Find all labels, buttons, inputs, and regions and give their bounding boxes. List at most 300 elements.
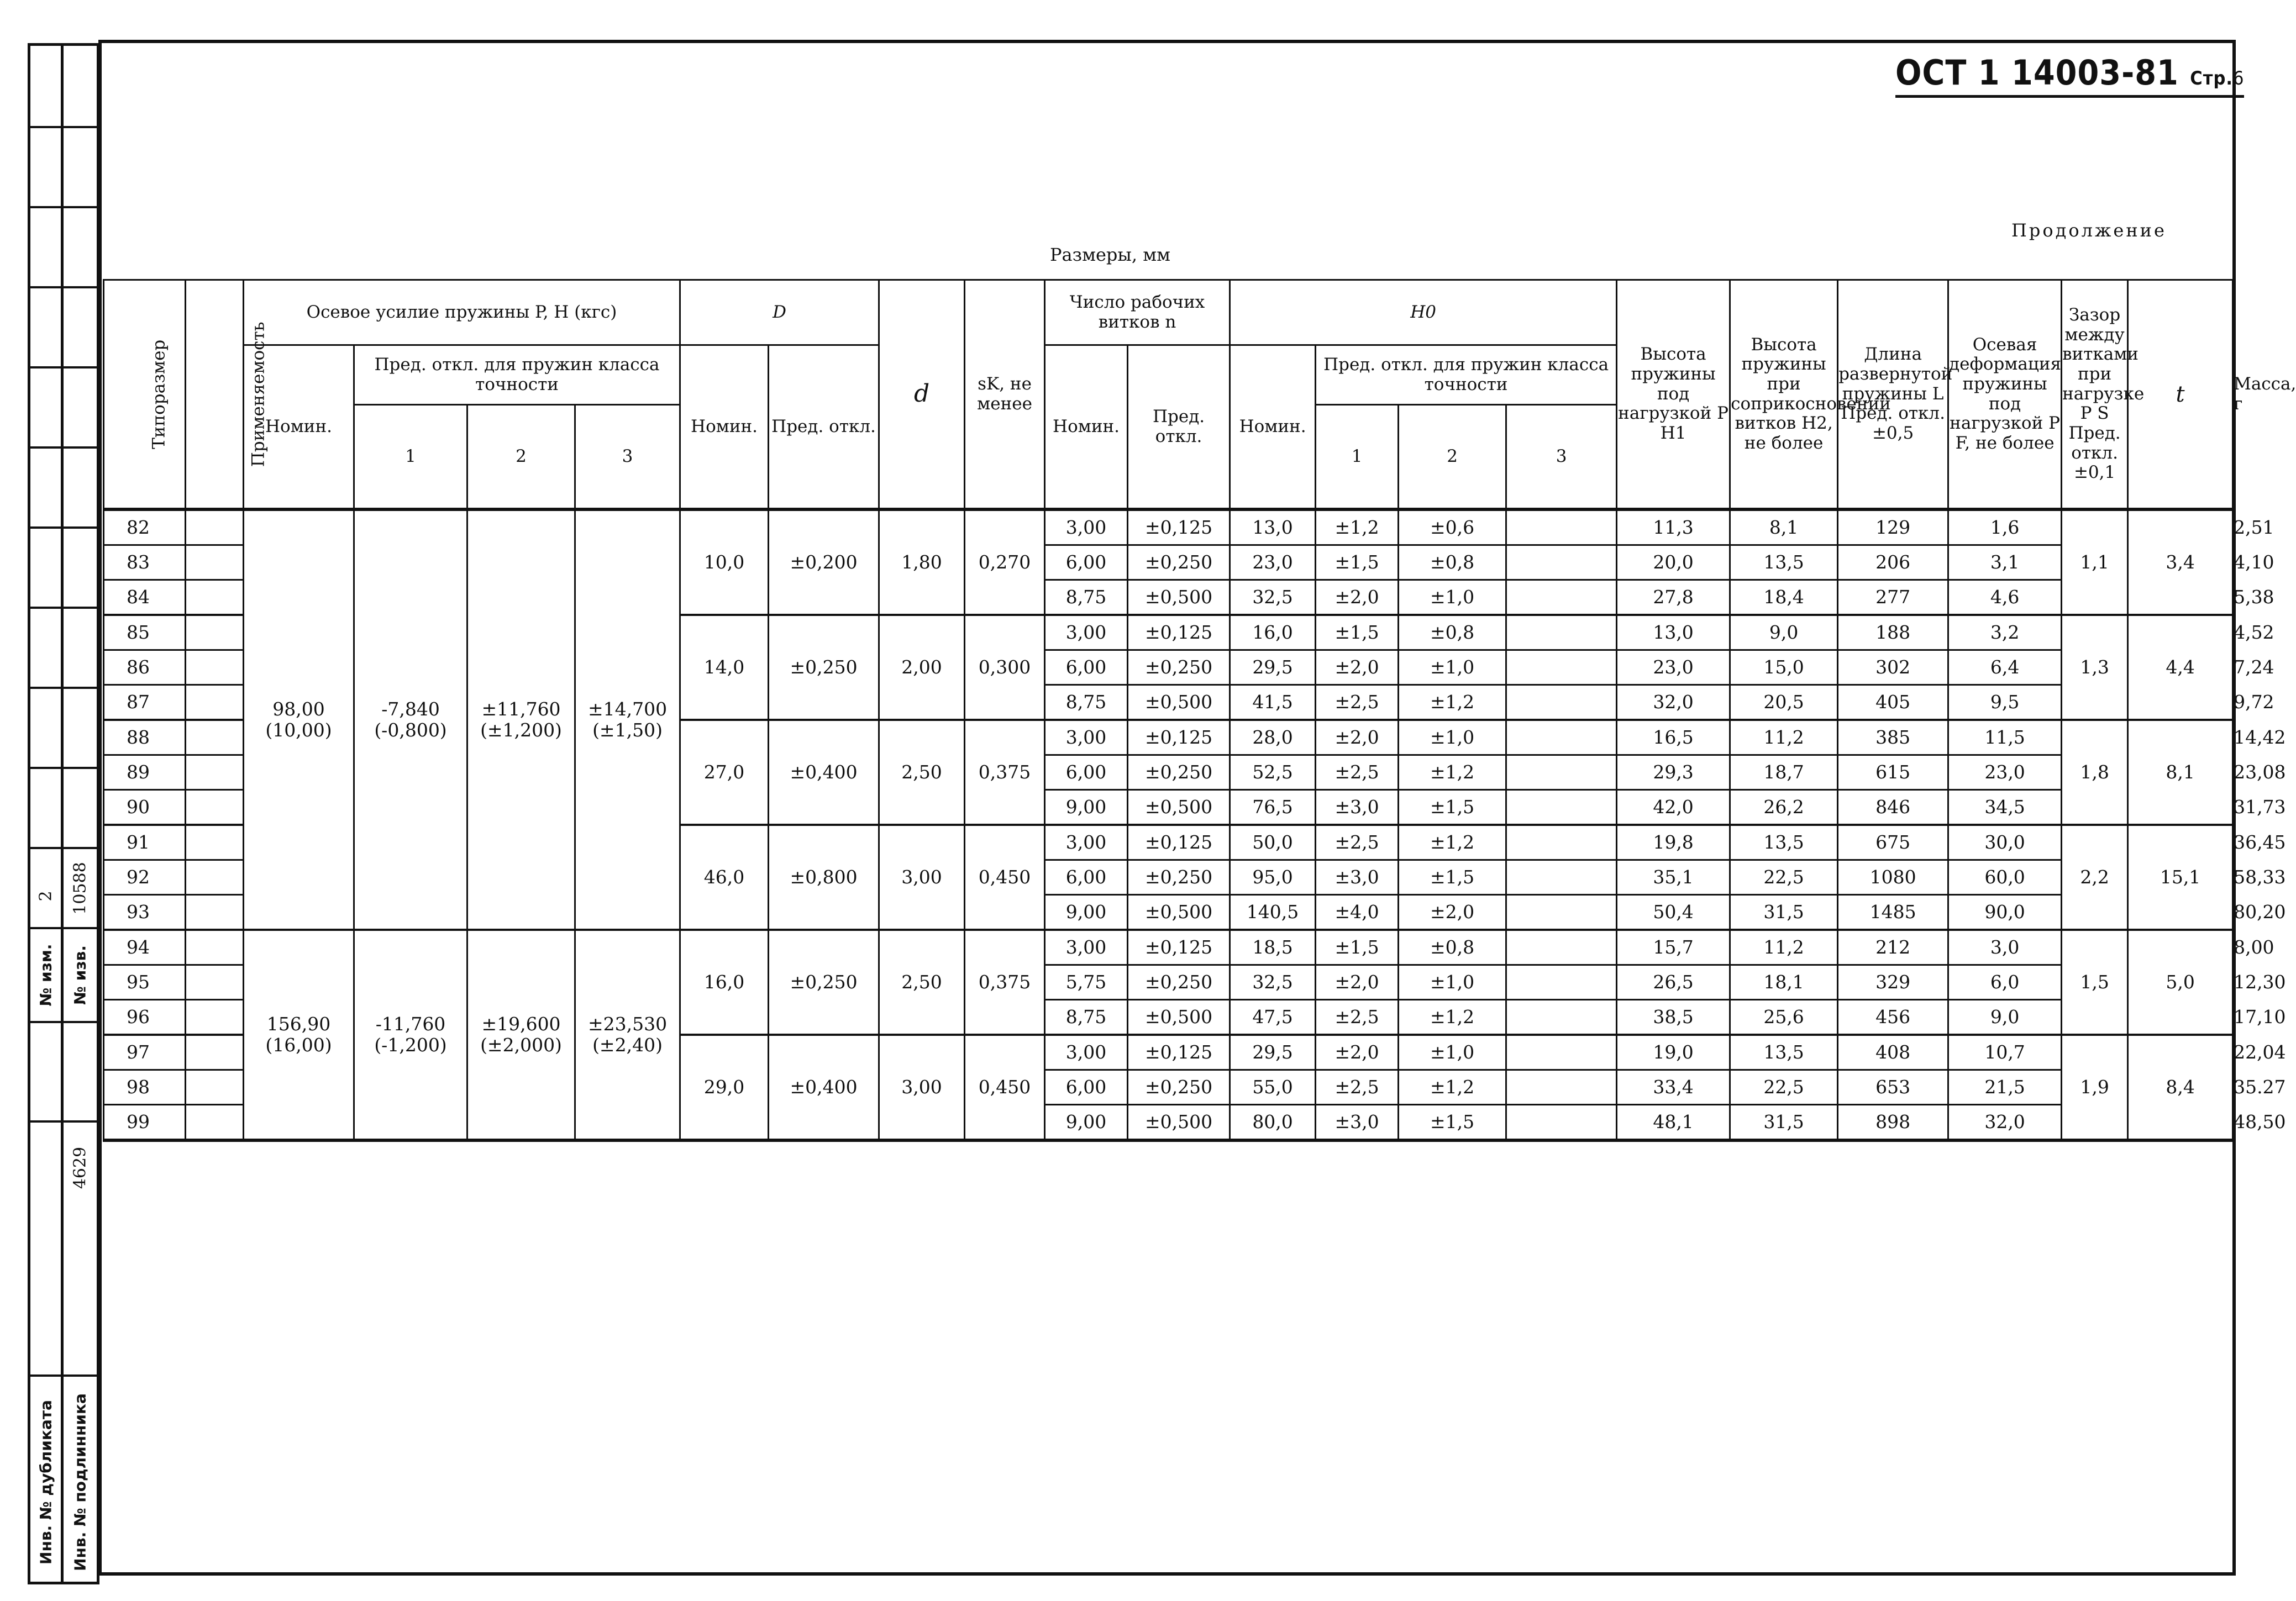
col-force-nom: Номин. — [244, 345, 354, 510]
table-cell: 20,0 — [1617, 545, 1730, 580]
original-label: Инв. № подлинника — [71, 1393, 90, 1571]
original-number: 4629 — [70, 1146, 90, 1189]
table-cell: 48,1 — [1617, 1105, 1730, 1141]
force-value-kgf: (16,00) — [265, 1034, 332, 1056]
stub-column-outer — [28, 43, 61, 1584]
table-cell: ±0,800 — [769, 825, 879, 930]
table-cell — [575, 509, 680, 930]
table-cell: 33,4 — [1617, 1070, 1730, 1105]
table-cell: ±0,200 — [769, 509, 879, 615]
table-cell: 32,5 — [1230, 965, 1316, 1000]
stub-column-inner — [61, 43, 99, 1584]
table-cell: 97 — [104, 1035, 186, 1070]
table-cell: ±3,0 — [1316, 790, 1399, 825]
table-cell: ±1,2 — [1399, 755, 1506, 790]
document-code — [1895, 52, 2244, 98]
table-cell — [186, 1070, 244, 1105]
force-value-kgf: (-1,200) — [374, 1034, 447, 1056]
table-cell — [186, 545, 244, 580]
col-t: t — [2128, 280, 2233, 510]
table-cell: ±1,0 — [1399, 1035, 1506, 1070]
table-cell: 13,0 — [1230, 509, 1316, 545]
table-cell: 23,0 — [1948, 755, 2062, 790]
table-cell: 3,2 — [1948, 615, 2062, 650]
table-cell: 456 — [1838, 1000, 1948, 1035]
table-cell — [186, 615, 244, 650]
table-cell: 846 — [1838, 790, 1948, 825]
table-cell: 94 — [104, 930, 186, 965]
table-cell: 206 — [1838, 545, 1948, 580]
table-cell: 87 — [104, 685, 186, 720]
table-cell: ±0,8 — [1399, 615, 1506, 650]
col-force-cls3: 3 — [575, 405, 680, 510]
table-cell — [186, 580, 244, 615]
table-cell: ±1,5 — [1316, 615, 1399, 650]
table-cell: 6,00 — [1045, 1070, 1128, 1105]
table-cell: 55,0 — [1230, 1070, 1316, 1105]
table-row: 94 156,90 (16,00) -11,760 (-1,200) ±19,600 (±2,000) ±23,530 (±2,40) 16,0 ±0,250 2,50 0,375 3,00 ±0,125 18,5 ±1,5 ±0,8 15,7 11,2 212 3,0 1,5 5,0 8,00 — [104, 930, 2233, 965]
force-value-kgf: (±2,000) — [480, 1034, 562, 1056]
force-value-kgf: (±1,50) — [592, 719, 663, 741]
table-cell: ±2,0 — [1316, 1035, 1399, 1070]
col-D-nom: Номин. — [680, 345, 769, 510]
col-H0-cls1: 1 — [1316, 405, 1399, 510]
table-cell — [1506, 685, 1617, 720]
table-cell: ±0,400 — [769, 1035, 879, 1140]
table-cell: 0,450 — [965, 1035, 1045, 1140]
table-cell: 13,5 — [1730, 825, 1838, 860]
table-cell: 675 — [1838, 825, 1948, 860]
col-F: Осевая деформация пружины под нагрузкой P F, не более — [1948, 280, 2062, 510]
table-cell: 91 — [104, 825, 186, 860]
table-cell: 8,1 — [1730, 509, 1838, 545]
table-cell: 1,9 — [2062, 1035, 2128, 1140]
table-cell: ±0,125 — [1128, 509, 1230, 545]
table-cell: 76,5 — [1230, 790, 1316, 825]
table-cell: ±0,125 — [1128, 930, 1230, 965]
table-cell: 13,5 — [1730, 545, 1838, 580]
col-D: D — [680, 280, 879, 345]
table-cell: ±1,2 — [1399, 1070, 1506, 1105]
table-cell: 26,5 — [1617, 965, 1730, 1000]
table-cell: 10,7 — [1948, 1035, 2062, 1070]
table-cell: ±1,5 — [1399, 860, 1506, 895]
table-cell: ±1,5 — [1316, 545, 1399, 580]
table-cell: 84 — [104, 580, 186, 615]
table-cell: 2,50 — [879, 930, 965, 1035]
table-cell — [186, 1000, 244, 1035]
table-cell — [1506, 755, 1617, 790]
table-cell: 96 — [104, 1000, 186, 1035]
table-cell: 0,300 — [965, 615, 1045, 720]
table-row: 91 46,0 ±0,800 3,00 0,450 3,00 ±0,125 50,0 ±2,5 ±1,2 19,8 13,5 675 30,0 2,2 15,1 36,45 — [104, 825, 2233, 860]
table-cell: 3,4 — [2128, 509, 2233, 615]
force-value: ±23,530 — [587, 1013, 668, 1035]
table-cell: 8,75 — [1045, 580, 1128, 615]
table-cell: 1,3 — [2062, 615, 2128, 720]
table-row: 93 9,00 ±0,500 140,5 ±4,0 ±2,0 50,4 31,5 1485 90,0 80,20 — [104, 895, 2233, 930]
table-row: 86 6,00 ±0,250 29,5 ±2,0 ±1,0 23,0 15,0 302 6,4 7,24 — [104, 650, 2233, 685]
table-cell: 15,7 — [1617, 930, 1730, 965]
table-cell — [1506, 615, 1617, 650]
force-value: 156,90 — [266, 1013, 331, 1035]
table-cell: 89 — [104, 755, 186, 790]
table-cell: ±1,5 — [1399, 790, 1506, 825]
table-cell — [1506, 580, 1617, 615]
table-cell: 3,00 — [879, 825, 965, 930]
table-cell: ±0,250 — [1128, 545, 1230, 580]
col-sk: sK, не менее — [965, 280, 1045, 510]
table-cell — [186, 860, 244, 895]
table-cell — [1506, 825, 1617, 860]
col-type: Типоразмер — [104, 280, 186, 510]
table-cell: ±0,250 — [1128, 860, 1230, 895]
table-cell: 1,80 — [879, 509, 965, 615]
table-cell: 13,5 — [1730, 1035, 1838, 1070]
table-cell — [186, 790, 244, 825]
table-cell: ±0,125 — [1128, 1035, 1230, 1070]
table-cell — [186, 509, 244, 545]
table-cell: 18,1 — [1730, 965, 1838, 1000]
duplicate-label: Инв. № дубликата — [36, 1399, 55, 1565]
table-cell: 41,5 — [1230, 685, 1316, 720]
table-cell: 34,5 — [1948, 790, 2062, 825]
table-cell: 408 — [1838, 1035, 1948, 1070]
table-cell: 60,0 — [1948, 860, 2062, 895]
table-row: 84 8,75 ±0,500 32,5 ±2,0 ±1,0 27,8 18,4 277 4,6 5,38 — [104, 580, 2233, 615]
table-cell: ±2,0 — [1399, 895, 1506, 930]
table-row: 97 29,0 ±0,400 3,00 0,450 3,00 ±0,125 29,5 ±2,0 ±1,0 19,0 13,5 408 10,7 1,9 8,4 22,04 — [104, 1035, 2233, 1070]
table-cell: 32,0 — [1617, 685, 1730, 720]
table-cell: ±1,0 — [1399, 720, 1506, 755]
table-body — [104, 509, 2286, 1140]
table-cell — [1506, 895, 1617, 930]
table-cell: 129 — [1838, 509, 1948, 545]
table-cell: 30,0 — [1948, 825, 2062, 860]
table-cell: 16,0 — [680, 930, 769, 1035]
table-cell: 20,5 — [1730, 685, 1838, 720]
table-cell: 0,375 — [965, 930, 1045, 1035]
table-cell: 3,00 — [879, 1035, 965, 1140]
table-cell: ±2,5 — [1316, 755, 1399, 790]
table-cell: 50,0 — [1230, 825, 1316, 860]
force-value-kgf: (±1,200) — [480, 719, 562, 741]
table-cell: ±1,2 — [1316, 509, 1399, 545]
table-cell: 50,4 — [1617, 895, 1730, 930]
table-cell: 11,3 — [1617, 509, 1730, 545]
table-cell: 18,7 — [1730, 755, 1838, 790]
table-cell: 29,3 — [1617, 755, 1730, 790]
table-cell: 9,5 — [1948, 685, 2062, 720]
col-H0-cls3: 3 — [1506, 405, 1617, 510]
table-cell: 3,00 — [1045, 1035, 1128, 1070]
table-cell: 52,5 — [1230, 755, 1316, 790]
table-cell: 1,5 — [2062, 930, 2128, 1035]
table-cell: ±0,500 — [1128, 790, 1230, 825]
table-cell: ±0,400 — [769, 720, 879, 825]
table-cell: 32,0 — [1948, 1105, 2062, 1141]
col-d: d — [879, 280, 965, 510]
table-cell: 6,00 — [1045, 755, 1128, 790]
table-cell — [1506, 545, 1617, 580]
table-cell — [467, 509, 575, 930]
table-cell: 4,6 — [1948, 580, 2062, 615]
table-cell: 28,0 — [1230, 720, 1316, 755]
table-cell: 405 — [1838, 685, 1948, 720]
table-row: 92 6,00 ±0,250 95,0 ±3,0 ±1,5 35,1 22,5 1080 60,0 58,33 — [104, 860, 2233, 895]
table-cell: ±0,500 — [1128, 685, 1230, 720]
table-cell: 27,8 — [1617, 580, 1730, 615]
col-H0-nom: Номин. — [1230, 345, 1316, 510]
table-cell: 1,1 — [2062, 509, 2128, 615]
force-value-kgf: (±2,40) — [592, 1034, 663, 1056]
table-cell: ±0,6 — [1399, 509, 1506, 545]
table-cell: 83 — [104, 545, 186, 580]
table-cell: ±3,0 — [1316, 1105, 1399, 1141]
table-cell: ±0,8 — [1399, 930, 1506, 965]
table-cell: 3,0 — [1948, 930, 2062, 965]
table-cell: 80,0 — [1230, 1105, 1316, 1141]
table-cell: ±0,500 — [1128, 1105, 1230, 1141]
table-cell: 86 — [104, 650, 186, 685]
table-cell: 3,00 — [1045, 720, 1128, 755]
table-cell: 88 — [104, 720, 186, 755]
table-cell: ±1,0 — [1399, 965, 1506, 1000]
table-cell — [186, 650, 244, 685]
table-cell: 85 — [104, 615, 186, 650]
table-cell: 302 — [1838, 650, 1948, 685]
table-cell: 27,0 — [680, 720, 769, 825]
table-cell — [186, 720, 244, 755]
table-cell: 32,5 — [1230, 580, 1316, 615]
table-cell: 9,00 — [1045, 895, 1128, 930]
table-cell: 6,4 — [1948, 650, 2062, 685]
col-force: Осевое усилие пружины P, Н (кгс) — [244, 280, 680, 345]
table-cell: 16,5 — [1617, 720, 1730, 755]
table-cell: 8,4 — [2128, 1035, 2233, 1140]
table-cell — [186, 1105, 244, 1141]
table-row: 83 6,00 ±0,250 23,0 ±1,5 ±0,8 20,0 13,5 206 3,1 4,10 — [104, 545, 2233, 580]
table-cell: ±2,0 — [1316, 580, 1399, 615]
table-cell: 3,00 — [1045, 509, 1128, 545]
col-L: Длина развернутой пружины L Пред. откл. ±0,5 — [1838, 280, 1948, 510]
page-number: 6 — [2232, 67, 2245, 89]
table-cell — [354, 930, 467, 1140]
col-n: Число рабочих витков n — [1045, 280, 1230, 345]
table-cell: ±2,0 — [1316, 720, 1399, 755]
table-cell: 23,0 — [1230, 545, 1316, 580]
force-value: ±14,700 — [587, 698, 668, 720]
table-cell: ±1,2 — [1399, 685, 1506, 720]
table-cell: 3,00 — [1045, 930, 1128, 965]
table-cell: 8,1 — [2128, 720, 2233, 825]
table-row: 85 14,0 ±0,250 2,00 0,300 3,00 ±0,125 16,0 ±1,5 ±0,8 13,0 9,0 188 3,2 1,3 4,4 4,52 — [104, 615, 2233, 650]
change-number: 2 — [36, 891, 55, 902]
col-H2: Высота пружины при соприкосновении витков H2, не более — [1730, 280, 1838, 510]
table-cell: 898 — [1838, 1105, 1948, 1141]
change-doc-number: 10588 — [70, 861, 90, 915]
col-n-dev: Пред. откл. — [1128, 345, 1230, 510]
table-cell: 19,0 — [1617, 1035, 1730, 1070]
table-cell: 19,8 — [1617, 825, 1730, 860]
table-cell: 82 — [104, 509, 186, 545]
table-cell — [244, 509, 354, 930]
table-cell — [244, 930, 354, 1140]
table-cell: 385 — [1838, 720, 1948, 755]
table-cell: 18,5 — [1230, 930, 1316, 965]
table-cell — [186, 965, 244, 1000]
table-cell — [186, 755, 244, 790]
table-cell: 277 — [1838, 580, 1948, 615]
table-cell: 31,5 — [1730, 1105, 1838, 1141]
col-S: Зазор между витками при нагрузке P S Пред. откл. ±0,1 — [2062, 280, 2128, 510]
table-cell: ±2,5 — [1316, 825, 1399, 860]
table-row: 90 9,00 ±0,500 76,5 ±3,0 ±1,5 42,0 26,2 846 34,5 31,73 — [104, 790, 2233, 825]
table-cell: ±1,0 — [1399, 650, 1506, 685]
table-cell: 3,00 — [1045, 615, 1128, 650]
table-cell: ±0,125 — [1128, 615, 1230, 650]
table-cell: 3,00 — [1045, 825, 1128, 860]
table-cell: 92 — [104, 860, 186, 895]
col-n-nom: Номин. — [1045, 345, 1128, 510]
table-cell: ±1,5 — [1316, 930, 1399, 965]
table-cell: 15,1 — [2128, 825, 2233, 930]
document-number: ОСТ 1 14003-81 — [1895, 52, 2179, 93]
table-cell: ±4,0 — [1316, 895, 1399, 930]
force-value: -7,840 — [381, 698, 440, 720]
page-label: Стр. — [2190, 67, 2233, 89]
force-value: -11,760 — [375, 1013, 446, 1035]
table-cell: ±0,250 — [1128, 965, 1230, 1000]
table-cell: 15,0 — [1730, 650, 1838, 685]
table-cell: 0,270 — [965, 509, 1045, 615]
table-cell — [186, 825, 244, 860]
table-cell: 13,0 — [1617, 615, 1730, 650]
table-cell — [1506, 860, 1617, 895]
table-cell: ±0,250 — [1128, 1070, 1230, 1105]
table-row: 98 6,00 ±0,250 55,0 ±2,5 ±1,2 33,4 22,5 653 21,5 35.27 — [104, 1070, 2233, 1105]
table-cell — [186, 930, 244, 965]
table-cell: 29,5 — [1230, 1035, 1316, 1070]
table-cell: 16,0 — [1230, 615, 1316, 650]
table-cell — [1506, 1070, 1617, 1105]
col-force-dev: Пред. откл. для пружин класса точности — [354, 345, 680, 405]
table-cell: 4,4 — [2128, 615, 2233, 720]
table-cell: ±3,0 — [1316, 860, 1399, 895]
table-cell: ±1,5 — [1399, 1105, 1506, 1141]
table-cell: 98 — [104, 1070, 186, 1105]
col-H1: Высота пружины под нагрузкой P H1 — [1617, 280, 1730, 510]
col-H0: H0 — [1230, 280, 1617, 345]
table-cell — [186, 895, 244, 930]
table-cell: 6,00 — [1045, 545, 1128, 580]
table-cell: 8,75 — [1045, 685, 1128, 720]
table-row: 99 9,00 ±0,500 80,0 ±3,0 ±1,5 48,1 31,5 898 32,0 48,50 — [104, 1105, 2233, 1141]
table-cell — [575, 930, 680, 1140]
table-cell: ±2,0 — [1316, 650, 1399, 685]
table-cell — [1506, 720, 1617, 755]
table-cell — [467, 930, 575, 1140]
table-cell — [1506, 650, 1617, 685]
table-cell: 29,0 — [680, 1035, 769, 1140]
table-cell: ±0,250 — [1128, 755, 1230, 790]
table-cell: ±0,125 — [1128, 720, 1230, 755]
table-cell: 6,0 — [1948, 965, 2062, 1000]
table-cell: 615 — [1838, 755, 1948, 790]
table-cell: 0,375 — [965, 720, 1045, 825]
table-cell — [1506, 790, 1617, 825]
table-cell: 11,5 — [1948, 720, 2062, 755]
table-cell — [1506, 965, 1617, 1000]
table-cell: 9,00 — [1045, 1105, 1128, 1141]
table-cell: 38,5 — [1617, 1000, 1730, 1035]
force-value-kgf: (-0,800) — [374, 719, 447, 741]
table-cell: 99 — [104, 1105, 186, 1141]
table-row: 89 6,00 ±0,250 52,5 ±2,5 ±1,2 29,3 18,7 615 23,0 23,08 — [104, 755, 2233, 790]
table-cell — [186, 1035, 244, 1070]
force-value: ±11,760 — [481, 698, 561, 720]
table-cell: 1,6 — [1948, 509, 2062, 545]
table-cell: 21,5 — [1948, 1070, 2062, 1105]
table-cell: ±1,2 — [1399, 825, 1506, 860]
table-cell: 46,0 — [680, 825, 769, 930]
table-cell: ±2,5 — [1316, 1070, 1399, 1105]
table-cell: 9,0 — [1948, 1000, 2062, 1035]
table-cell: 25,6 — [1730, 1000, 1838, 1035]
table-cell — [1506, 509, 1617, 545]
table-cell: 212 — [1838, 930, 1948, 965]
table-cell: ±0,125 — [1128, 825, 1230, 860]
table-row: 95 5,75 ±0,250 32,5 ±2,0 ±1,0 26,5 18,1 329 6,0 12,30 — [104, 965, 2233, 1000]
col-force-cls2: 2 — [467, 405, 575, 510]
table-cell: 47,5 — [1230, 1000, 1316, 1035]
table-row: 88 27,0 ±0,400 2,50 0,375 3,00 ±0,125 28,0 ±2,0 ±1,0 16,5 11,2 385 11,5 1,8 8,1 14,42 — [104, 720, 2233, 755]
col-force-cls1: 1 — [354, 405, 467, 510]
table-cell — [186, 685, 244, 720]
force-value: ±19,600 — [481, 1013, 561, 1035]
table-cell: 329 — [1838, 965, 1948, 1000]
table-cell: 6,00 — [1045, 650, 1128, 685]
table-cell: 95 — [104, 965, 186, 1000]
table-cell: 9,0 — [1730, 615, 1838, 650]
table-cell: 188 — [1838, 615, 1948, 650]
spring-spec-table: Типоразмер Применяемость Осевое усилие пружины P, Н (кгс) D d sK, не менее Число рабочих витков n H0 Высота пружины под нагрузкой P H1 Высота пружины при соприкосновении витков H2, не более Длина развернутой пружины L Пред. откл. ±0,5 Осевая деформация пружины под нагрузкой P F, не более Зазор между витками при нагрузке P S Пред. откл. ±0,1 t Масса, г Номин. Пред. откл. для пружин класса точности Номин. Пред. откл. Номин. Пред. откл. Номин. Пред. откл. для пружин класса точности 1 2 3 1 2 3 82 98,00 (10,00) -7,840 (-0,800) ±11,760 (±1,200) ±14,700 (±1,50) 10,0 ±0,200 1,80 0,270 3,00 ±0,125 13,0 ±1,2 ±0,6 11,3 8,1 129 1,6 1,1 3,4 2,51 83 6,00 ±0,250 23,0 ±1,5 ±0,8 20,0 13,5 206 3,1 4,10 84 8,75 ±0,500 32,5 ±2,0 ±1,0 27,8 18,4 277 4,6 5,38 85 14,0 ±0,250 2,00 0,300 3,00 ±0,125 16,0 ±1,5 ±0,8 13,0 9,0 188 3,2 1,3 4,4 4,52 86 6,00 ±0,250 29,5 ±2,0 ±1,0 23,0 15,0 302 6,4 7,24 87 8,75 ±0,500 41,5 ±2,5 ±1,2 32,0 20,5 405 9,5 9,72 88 27,0 ±0,400 2,50 0,375 3,00 ±0,125 28,0 ±2,0 ±1,0 16,5 11,2 385 11,5 1,8 8,1 14,42 89 6,00 ±0,250 52,5 ±2,5 ±1,2 29,3 18,7 615 23,0 23,08 90 9,00 ±0,500 76,5 ±3,0 ±1,5 42,0 26,2 846 34,5 31,73 91 46,0 ±0,800 3,00 0,450 3,00 ±0,125 50,0 ±2,5 ±1,2 19,8 13,5 675 30,0 2,2 15,1 36,45 92 6,00 ±0,250 95,0 ±3,0 ±1,5 35,1 22,5 1080 60,0 58,33 93 9,00 ±0,500 140,5 ±4,0 ±2,0 50,4 31,5 1485 90,0 80,20 94 156,90 (16,00) -11,760 (-1,200) ±19,600 (±2,000) ±23,530 (±2,40) 16,0 ±0,250 2,50 0,375 3,00 ±0,125 18,5 ±1,5 ±0,8 15,7 11,2 212 3,0 1,5 5,0 8,00 95 5,75 ±0,250 32,5 ±2,0 ±1,0 26,5 18,1 329 6,0 12,30 96 8,75 ±0,500 47,5 ±2,5 ±1,2 38,5 25,6 456 9,0 17,10 97 29,0 ±0,400 3,00 0,450 3,00 ±0,125 29,5 ±2,0 ±1,0 19,0 13,5 408 10,7 1,9 8,4 22,04 98 6,00 ±0,250 55,0 ±2,5 ±1,2 33,4 22,5 653 21,5 35.27 99 9,00 ±0,500 80,0 ±3,0 ±1,5 48,1 31,5 898 32,0 48,50 — [103, 279, 2234, 1142]
table-row: 96 8,75 ±0,500 47,5 ±2,5 ±1,2 38,5 25,6 456 9,0 17,10 — [104, 1000, 2233, 1035]
col-H0-cls2: 2 — [1399, 405, 1506, 510]
table-cell: 140,5 — [1230, 895, 1316, 930]
table-cell: 93 — [104, 895, 186, 930]
units-label: Размеры, мм — [1050, 244, 1170, 265]
table-cell — [1506, 930, 1617, 965]
table-cell: ±0,250 — [1128, 650, 1230, 685]
table-cell: 3,1 — [1948, 545, 2062, 580]
table-cell: 23,0 — [1617, 650, 1730, 685]
table-cell: ±1,0 — [1399, 580, 1506, 615]
table-cell: 95,0 — [1230, 860, 1316, 895]
col-use: Применяемость — [186, 280, 244, 510]
table-cell: ±2,5 — [1316, 1000, 1399, 1035]
table-cell: 2,50 — [879, 720, 965, 825]
table-cell: ±0,250 — [769, 615, 879, 720]
table-cell: 29,5 — [1230, 650, 1316, 685]
force-value: 98,00 — [272, 698, 325, 720]
table-cell: 18,4 — [1730, 580, 1838, 615]
table-cell: ±0,500 — [1128, 895, 1230, 930]
table-cell: ±1,2 — [1399, 1000, 1506, 1035]
table-cell: 22,5 — [1730, 1070, 1838, 1105]
table-cell: 90,0 — [1948, 895, 2062, 930]
change-label: № изм. — [36, 944, 55, 1007]
